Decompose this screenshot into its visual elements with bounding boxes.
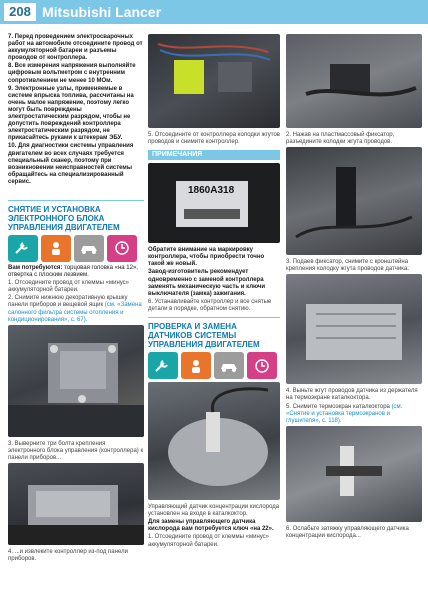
note-marking: Обратите внимание на маркировку контроллера, чтобы приобрести точно такой же новый. bbox=[148, 247, 265, 268]
note-ignition: Завод-изготовитель рекомендует одновременно с заменой контроллера заменять механическую часть и ключи выключателя (замка) зажигания. bbox=[148, 269, 266, 297]
step-1: 1. Отсоедините провод от клеммы «минус» аккумуляторной батареи. bbox=[8, 280, 130, 294]
tool-icon-car bbox=[74, 235, 104, 262]
photo-bracket bbox=[286, 147, 422, 255]
intro-item-7: 7. Перед проведением электросварочных работ на автомобиле отсоедините провод от аккумуляторной батареи и разъемы проводов от контроллера. bbox=[8, 34, 143, 62]
intro-item-9: 9. Электронные узлы, применяемые в системе впрыска топлива, рассчитаны на очень малое напряжение, поэтому легко могут быть повреждены электростатическим разрядом, чтобы не допустить повреждений контроллера электростатическим разрядом, не прикасайтесь руками к штекерам ЭБУ. bbox=[8, 85, 134, 142]
wrench-icon bbox=[14, 241, 32, 255]
tools-icon-strip-2 bbox=[148, 352, 280, 379]
caption-r2: 2. Нажав на пластмассовый фиксатор, разъедините колодки жгута проводов. bbox=[286, 132, 395, 146]
photo-ecu-label-illustration bbox=[148, 163, 280, 243]
step-2: 2. Снимите нижнюю декоративную крышку панели приборов и вещевой ящик (см. «Замена салонного фильтра системы отопления и кондиционирования», с. 67). bbox=[8, 295, 142, 323]
tools-required: Вам потребуются: торцовая головка «на 12», отвертка с плоским лезвием. bbox=[8, 264, 138, 279]
car-icon bbox=[79, 242, 99, 254]
tools-icon-strip bbox=[8, 235, 144, 262]
photo-ecu-bolts-illustration bbox=[8, 325, 144, 437]
photo-ecu-removed-illustration bbox=[8, 463, 144, 545]
caption-r6: 6. Ослабьте затяжку управляющего датчика концентрации кислорода... bbox=[286, 525, 409, 539]
photo-ecu-bolts bbox=[8, 325, 144, 437]
section-title-ecu: СНЯТИЕ И УСТАНОВКА ЭЛЕКТРОННОГО БЛОКА УПРАВЛЕНИЯ ДВИГАТЕЛЕМ bbox=[8, 204, 120, 232]
tool-icon-wrench bbox=[8, 235, 38, 262]
caption-sensor: Управляющий датчик концентрации кислорода установлен на входе в каталкоктор. bbox=[148, 504, 280, 518]
photo-connectors bbox=[148, 34, 280, 128]
page-number: 208 bbox=[4, 3, 36, 21]
photo-ecu-label bbox=[148, 163, 280, 243]
tool-icon-time bbox=[247, 352, 277, 379]
photo-oxygen-sensor-illustration bbox=[148, 382, 280, 500]
person-icon bbox=[189, 359, 203, 373]
photo-heat-shield-illustration bbox=[286, 274, 422, 384]
photo-sensor-loosen bbox=[286, 426, 422, 522]
page-header bbox=[0, 0, 428, 24]
reference-link[interactable]: (см. «Замена салонного фильтра системы отопления и кондиционирования», с. 67). bbox=[8, 302, 142, 323]
column-left bbox=[8, 34, 144, 564]
tool-icon-mechanic bbox=[181, 352, 211, 379]
replace-sensor-note: Для замены управляющего датчика кислорода вам потребуется ключ «на 22». bbox=[148, 519, 274, 533]
tool-icon-mechanic bbox=[41, 235, 71, 262]
caption-r4: 4. Выньте жгут проводов датчика из держателя на термоэкране каталкоктора. bbox=[286, 388, 418, 402]
step-1b: 1. Отсоедините провод от клеммы «минус» аккумуляторной батареи. bbox=[148, 534, 270, 548]
tool-icon-time bbox=[107, 235, 137, 262]
caption-4: 4. ...и извлеките контроллер из-под панели приборов. bbox=[8, 549, 128, 563]
notes-header: ПРИМЕЧАНИЯ bbox=[148, 150, 280, 160]
photo-heat-shield bbox=[286, 274, 422, 384]
photo-bracket-illustration bbox=[286, 147, 422, 255]
clock-icon bbox=[115, 241, 129, 255]
section-divider bbox=[148, 317, 280, 318]
caption-r5: 5. Снимите термоэкран каталкоктора (см. «Снятие и установка термоэкранов и глушителя», с. 118). bbox=[286, 403, 403, 424]
photo-connectors-illustration bbox=[148, 34, 280, 128]
wrench-icon bbox=[154, 359, 172, 373]
section-title-sensors: ПРОВЕРКА И ЗАМЕНА ДАТЧИКОВ СИСТЕМЫ УПРАВЛЕНИЯ ДВИГАТЕЛЕМ bbox=[148, 322, 260, 350]
photo-sensor-loosen-illustration bbox=[286, 426, 422, 522]
column-right bbox=[286, 34, 422, 541]
photo-oxygen-sensor bbox=[148, 382, 280, 500]
page-title: Mitsubishi Lancer bbox=[42, 4, 162, 20]
reference-link[interactable]: (см. «Снятие и установка термоэкранов и глушителя», с. 118). bbox=[286, 403, 403, 424]
tool-icon-car bbox=[214, 352, 244, 379]
column-middle bbox=[148, 34, 280, 550]
caption-3: 3. Выверните три болта крепления электронного блока управления (контроллера) к панели приборов... bbox=[8, 440, 144, 461]
section-divider bbox=[8, 200, 144, 201]
caption-5: 5. Отсоедините от контроллера колодки жгутов проводов и снимите контроллер. bbox=[148, 132, 280, 146]
photo-connector-latch bbox=[286, 34, 422, 128]
caption-r3: 3. Подаев фиксатор, снимите с кронштейна крепления колодку жгута проводов датчика. bbox=[286, 259, 410, 273]
caption-6: 6. Устанавливайте контроллер и все снятые детали в порядке, обратном снятию. bbox=[148, 298, 272, 312]
car-icon bbox=[219, 360, 239, 372]
tool-icon-wrench bbox=[148, 352, 178, 379]
intro-item-10: 10. Для диагностики системы управления двигателем во всех случаях требуется специальный сканер, поэтому при возникновении неисправностей системы обращайтесь на специализированный сервис. bbox=[8, 143, 134, 185]
intro-item-8: 8. Все измерения напряжения выполняйте цифровым вольтметром с внутренним сопротивлением не менее 10 МОм. bbox=[8, 63, 136, 84]
photo-ecu-removed bbox=[8, 463, 144, 545]
clock-icon bbox=[255, 359, 269, 373]
ecu-label-code: 1860A318 bbox=[188, 185, 235, 197]
person-icon bbox=[49, 241, 63, 255]
photo-connector-latch-illustration bbox=[286, 34, 422, 128]
